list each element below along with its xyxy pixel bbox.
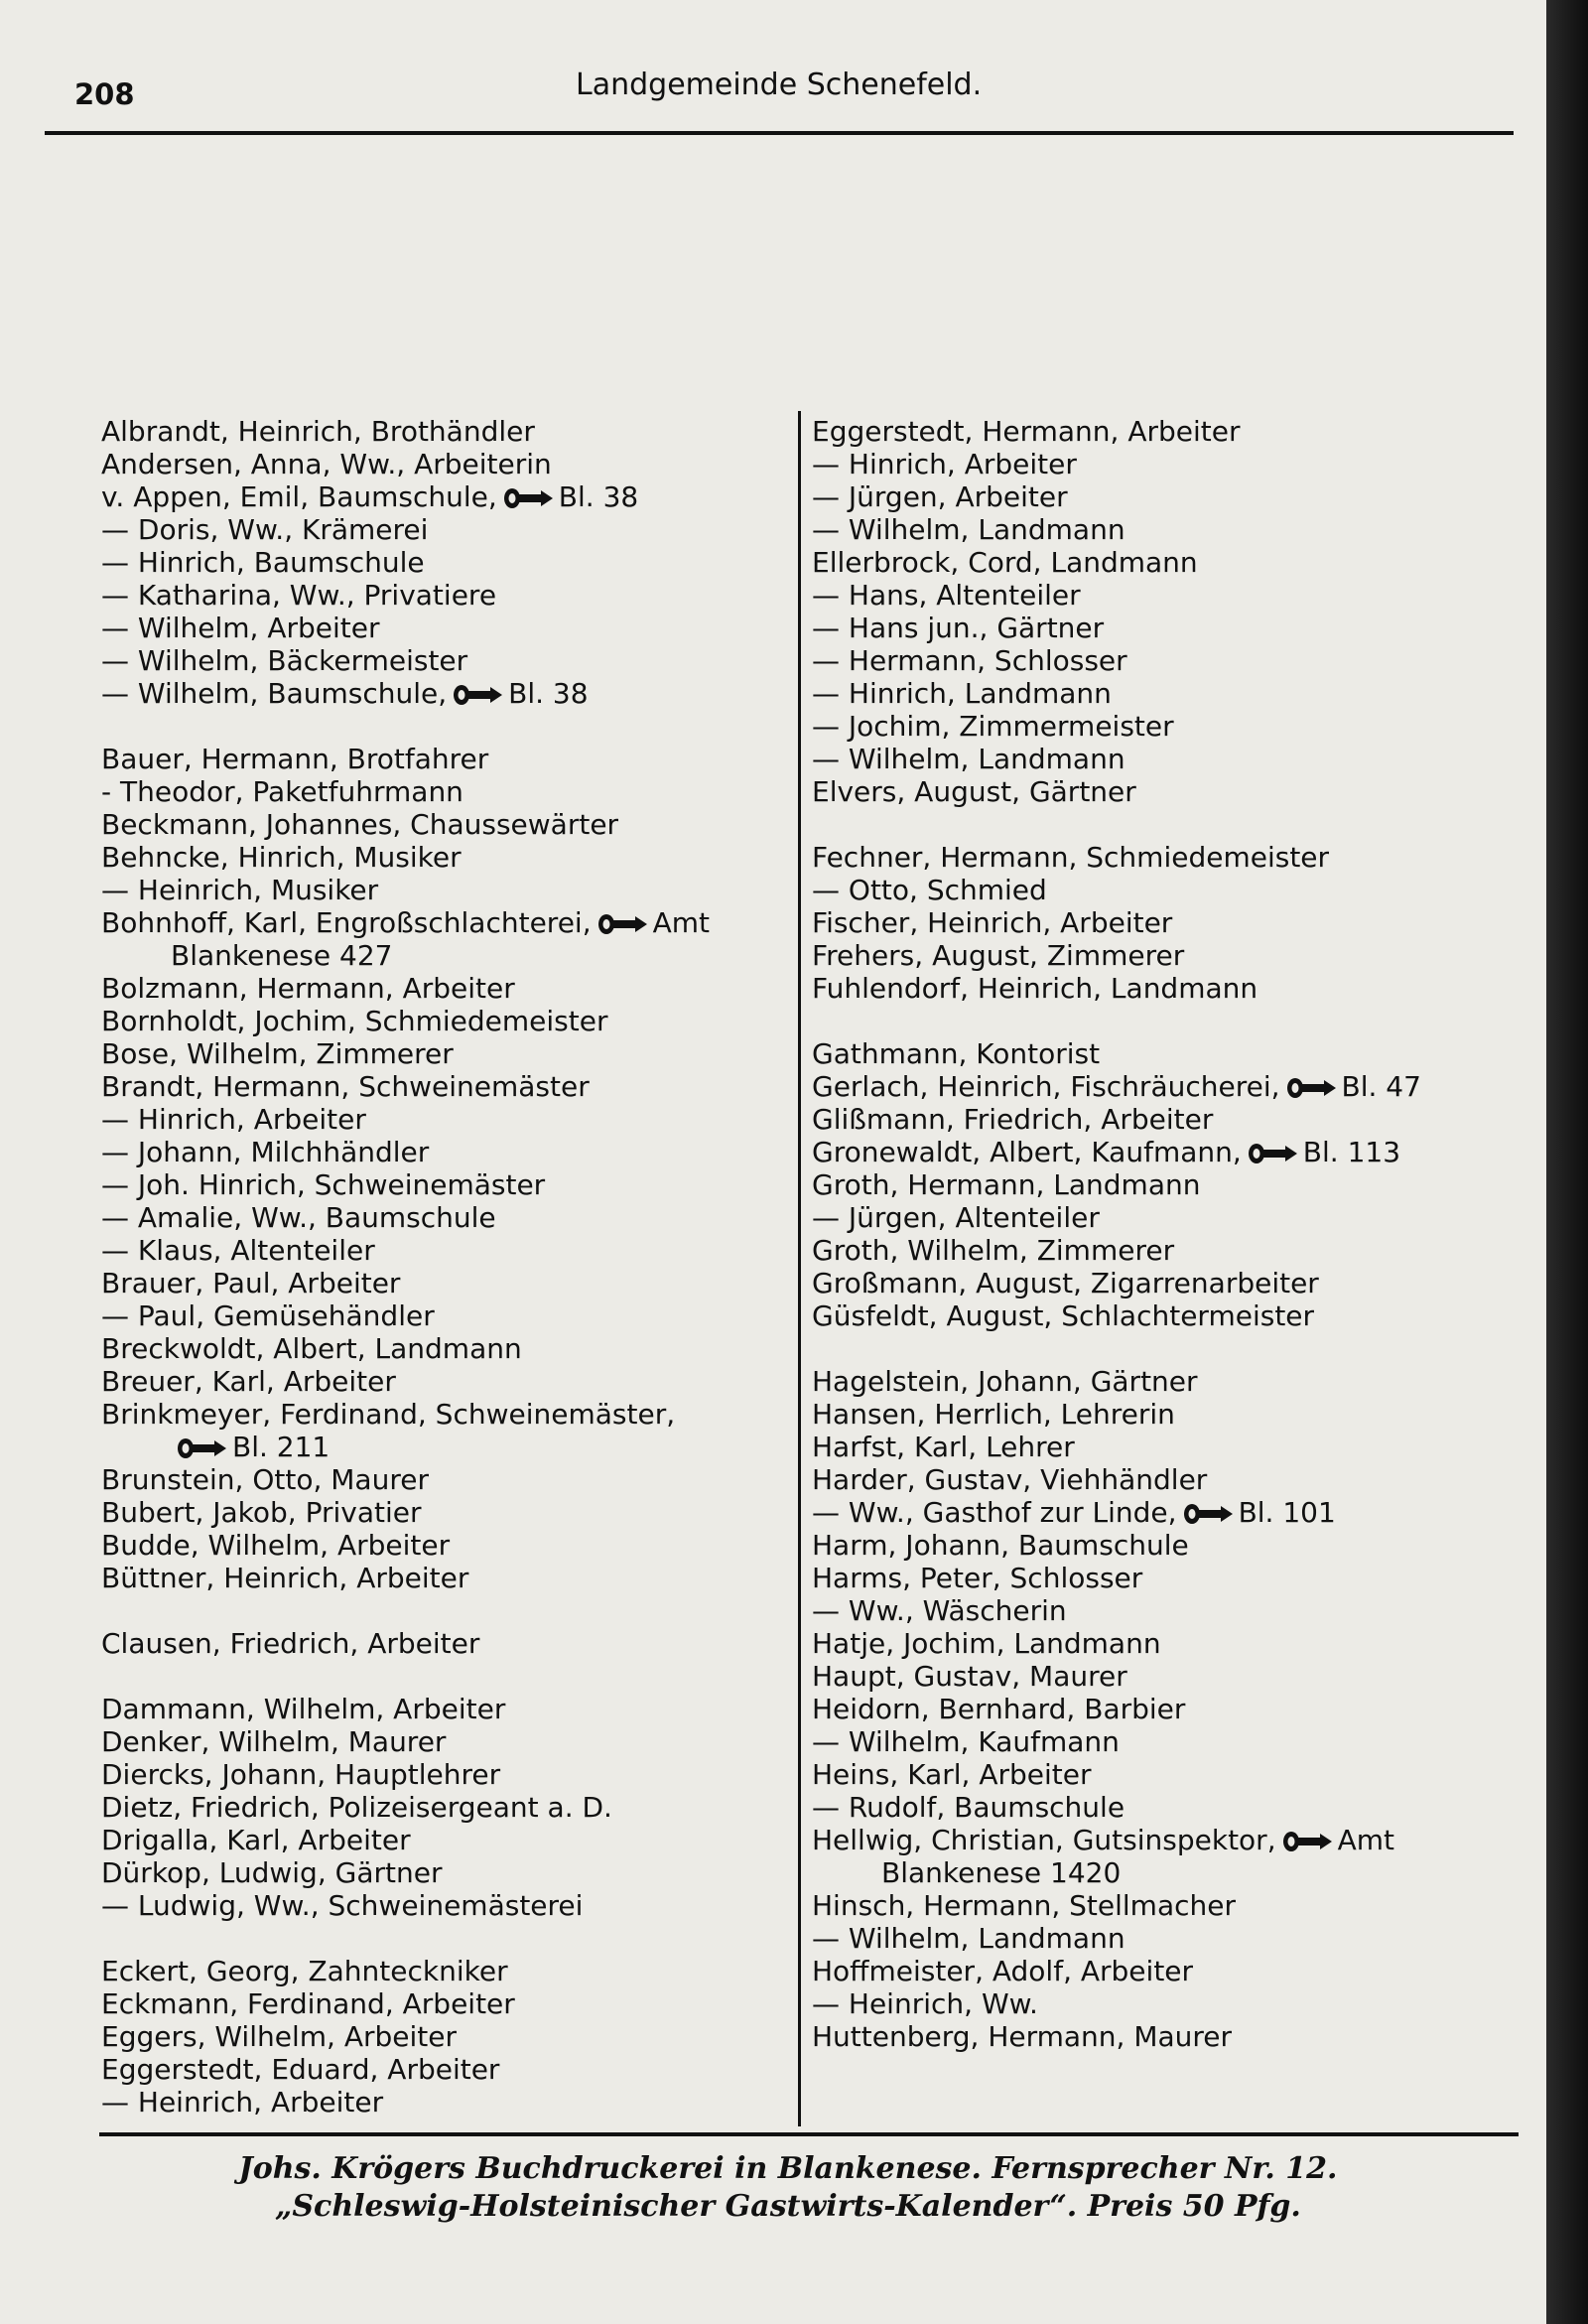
right-column <box>812 415 1507 2053</box>
directory-entry <box>101 2086 786 2119</box>
entry-text: — Heinrich, Ww. <box>812 1987 1038 2020</box>
directory-entry <box>812 415 1507 448</box>
entry-text: — Paul, Gemüsehändler <box>101 1299 435 1332</box>
entry-text: Albrandt, Heinrich, Brothändler <box>101 415 535 448</box>
scan-edge <box>1546 0 1588 2324</box>
printer-footer <box>0 2150 1546 2226</box>
directory-entry <box>812 1824 1507 1856</box>
directory-entry <box>812 1922 1507 1955</box>
directory-entry <box>101 1725 786 1758</box>
directory-entry <box>101 1529 786 1562</box>
directory-entry <box>101 448 786 480</box>
entry-text: — Rudolf, Baumschule <box>812 1791 1125 1824</box>
telephone-number: Bl. 38 <box>508 677 589 710</box>
directory-entry <box>812 841 1507 874</box>
directory-entry <box>812 448 1507 480</box>
entry-text: Harfst, Karl, Lehrer <box>812 1431 1075 1463</box>
directory-entry <box>101 1955 786 1987</box>
entry-text: Fuhlendorf, Heinrich, Landmann <box>812 972 1258 1005</box>
entry-text: Gronewaldt, Albert, Kaufmann, <box>812 1136 1242 1168</box>
directory-entry <box>812 2020 1507 2053</box>
entry-text: Bohnhoff, Karl, Engroßschlachterei, <box>101 906 592 939</box>
directory-entry <box>101 1168 786 1201</box>
directory-entry <box>812 743 1507 775</box>
directory-entry <box>812 1463 1507 1496</box>
telephone-number: Bl. 47 <box>1341 1070 1421 1103</box>
entry-text: - Theodor, Paketfuhrmann <box>101 775 463 808</box>
directory-entry <box>101 1234 786 1267</box>
entry-text: Gathmann, Kontorist <box>812 1037 1101 1070</box>
directory-entry <box>812 1398 1507 1431</box>
entry-text: Brandt, Hermann, Schweinemäster <box>101 1070 590 1103</box>
entry-text: Brauer, Paul, Arbeiter <box>101 1267 401 1299</box>
header-rule <box>45 131 1514 135</box>
directory-entry <box>812 1955 1507 1987</box>
directory-entry <box>101 546 786 579</box>
directory-entry <box>101 1267 786 1299</box>
directory-entry <box>812 775 1507 808</box>
entry-text: Dürkop, Ludwig, Gärtner <box>101 1856 443 1889</box>
entry-text: — Hinrich, Arbeiter <box>101 1103 366 1136</box>
directory-entry <box>101 579 786 612</box>
telephone-icon <box>1183 1502 1235 1526</box>
directory-entry <box>812 1856 1507 1889</box>
directory-entry <box>812 710 1507 743</box>
running-title: Landgemeinde Schenefeld. <box>576 68 983 102</box>
directory-entry <box>101 1365 786 1398</box>
entry-text: Harms, Peter, Schlosser <box>812 1562 1143 1594</box>
entry-text: — Jürgen, Altenteiler <box>812 1201 1100 1234</box>
entry-text: Dietz, Friedrich, Polizeisergeant a. D. <box>101 1791 612 1824</box>
telephone-icon <box>597 912 649 936</box>
entry-text: — Hermann, Schlosser <box>812 644 1127 677</box>
entry-text: Behncke, Hinrich, Musiker <box>101 841 462 874</box>
entry-text: Diercks, Johann, Hauptlehrer <box>101 1758 501 1791</box>
entry-text: Hellwig, Christian, Gutsinspektor, <box>812 1824 1276 1856</box>
entry-text: — Wilhelm, Bäckermeister <box>101 644 468 677</box>
entry-text: Bose, Wilhelm, Zimmerer <box>101 1037 454 1070</box>
telephone-number: Amt <box>652 906 711 939</box>
entry-text: — Hans jun., Gärtner <box>812 612 1105 644</box>
entry-text: v. Appen, Emil, Baumschule, <box>101 480 497 513</box>
entry-text: — Ludwig, Ww., Schweinemästerei <box>101 1889 584 1922</box>
directory-entry <box>101 841 786 874</box>
directory-entry <box>812 1791 1507 1824</box>
directory-entry <box>101 2020 786 2053</box>
entry-text: — Wilhelm, Kaufmann <box>812 1725 1120 1758</box>
entry-text: Clausen, Friedrich, Arbeiter <box>101 1627 480 1660</box>
directory-entry <box>101 1005 786 1037</box>
directory-entry <box>812 1136 1507 1168</box>
directory-entry <box>101 480 786 513</box>
entry-text: — Jürgen, Arbeiter <box>812 480 1068 513</box>
entry-text: Güsfeldt, August, Schlachtermeister <box>812 1299 1315 1332</box>
directory-entry <box>812 1431 1507 1463</box>
directory-entry <box>101 1987 786 2020</box>
telephone-icon <box>503 486 555 510</box>
entry-text: Blankenese 427 <box>171 939 393 972</box>
entry-text: — Klaus, Altenteiler <box>101 1234 375 1267</box>
entry-text: — Hans, Altenteiler <box>812 579 1081 612</box>
entry-text: — Hinrich, Arbeiter <box>812 448 1077 480</box>
directory-entry <box>812 1103 1507 1136</box>
directory-entry <box>101 644 786 677</box>
entry-text: Hagelstein, Johann, Gärtner <box>812 1365 1198 1398</box>
directory-entry <box>101 677 786 710</box>
entry-text: Beckmann, Johannes, Chaussewärter <box>101 808 619 841</box>
entry-text: Bornholdt, Jochim, Schmiedemeister <box>101 1005 608 1037</box>
telephone-number: Bl. 101 <box>1238 1496 1336 1529</box>
directory-entry <box>101 808 786 841</box>
entry-text: Dammann, Wilhelm, Arbeiter <box>101 1693 506 1725</box>
directory-entry <box>101 906 786 939</box>
entry-text: — Ww., Wäscherin <box>812 1594 1067 1627</box>
directory-entry <box>812 972 1507 1005</box>
entry-text: Breuer, Karl, Arbeiter <box>101 1365 396 1398</box>
entry-text: Harm, Johann, Baumschule <box>812 1529 1189 1562</box>
entry-text: Groth, Wilhelm, Zimmerer <box>812 1234 1175 1267</box>
entry-text: — Amalie, Ww., Baumschule <box>101 1201 496 1234</box>
entry-text: Groth, Hermann, Landmann <box>812 1168 1201 1201</box>
directory-entry <box>101 2053 786 2086</box>
entry-text: Elvers, August, Gärtner <box>812 775 1136 808</box>
directory-entry <box>812 546 1507 579</box>
entry-text: — Otto, Schmied <box>812 874 1047 906</box>
entry-text: Andersen, Anna, Ww., Arbeiterin <box>101 448 552 480</box>
directory-entry <box>101 1791 786 1824</box>
entry-text: Bolzmann, Hermann, Arbeiter <box>101 972 515 1005</box>
directory-entry <box>812 1758 1507 1791</box>
directory-entry <box>812 1267 1507 1299</box>
directory-entry <box>812 1037 1507 1070</box>
directory-entry <box>812 874 1507 906</box>
directory-entry <box>101 743 786 775</box>
directory-entry <box>812 906 1507 939</box>
entry-text: — Heinrich, Arbeiter <box>101 2086 384 2119</box>
entry-text: — Jochim, Zimmermeister <box>812 710 1174 743</box>
directory-entry <box>812 1660 1507 1693</box>
telephone-icon <box>1282 1830 1334 1853</box>
entry-text: — Katharina, Ww., Privatiere <box>101 579 497 612</box>
left-column <box>101 415 786 2119</box>
directory-entry <box>812 644 1507 677</box>
entry-text: — Johann, Milchhändler <box>101 1136 430 1168</box>
directory-entry <box>812 1594 1507 1627</box>
entry-text: Breckwoldt, Albert, Landmann <box>101 1332 522 1365</box>
directory-entry <box>101 1332 786 1365</box>
entry-text: Heidorn, Bernhard, Barbier <box>812 1693 1186 1725</box>
directory-entry <box>101 1431 786 1463</box>
directory-entry <box>812 1234 1507 1267</box>
directory-entry <box>812 1627 1507 1660</box>
directory-entry <box>101 1496 786 1529</box>
entry-text: — Wilhelm, Baumschule, <box>101 677 448 710</box>
directory-entry <box>101 1627 786 1660</box>
entry-text: Hansen, Herrlich, Lehrerin <box>812 1398 1175 1431</box>
entry-text: — Heinrich, Musiker <box>101 874 379 906</box>
telephone-icon <box>177 1436 228 1460</box>
footer-line-calendar: „Schleswig-Holsteinischer Gastwirts-Kalender“. Preis 50 Pfg. <box>275 2189 1301 2224</box>
directory-entry <box>812 612 1507 644</box>
directory-entry <box>101 1693 786 1725</box>
entry-text: Eggerstedt, Hermann, Arbeiter <box>812 415 1241 448</box>
directory-entry <box>101 612 786 644</box>
entry-text: — Wilhelm, Landmann <box>812 743 1125 775</box>
directory-entry <box>812 1529 1507 1562</box>
directory-entry <box>101 1463 786 1496</box>
directory-entry <box>101 775 786 808</box>
directory-entry <box>101 1103 786 1136</box>
directory-entry <box>812 1201 1507 1234</box>
directory-entry <box>101 1562 786 1594</box>
entry-text: — Hinrich, Baumschule <box>101 546 425 579</box>
directory-entry <box>101 1758 786 1791</box>
column-divider <box>798 411 801 2126</box>
directory-entry <box>812 1365 1507 1398</box>
entry-text: — Doris, Ww., Krämerei <box>101 513 429 546</box>
entry-text: Büttner, Heinrich, Arbeiter <box>101 1562 469 1594</box>
entry-text: Hoffmeister, Adolf, Arbeiter <box>812 1955 1194 1987</box>
directory-entry <box>812 1299 1507 1332</box>
directory-entry <box>101 1201 786 1234</box>
footer-line-printer: Johs. Krögers Buchdruckerei in Blankenese. Fernsprecher Nr. 12. <box>238 2151 1338 2186</box>
directory-entry <box>101 1398 786 1431</box>
entry-text: Fechner, Hermann, Schmiedemeister <box>812 841 1330 874</box>
entry-text: Haupt, Gustav, Maurer <box>812 1660 1127 1693</box>
telephone-icon <box>1286 1076 1338 1100</box>
entry-text: Glißmann, Friedrich, Arbeiter <box>812 1103 1214 1136</box>
entry-text: Heins, Karl, Arbeiter <box>812 1758 1092 1791</box>
entry-text: — Ww., Gasthof zur Linde, <box>812 1496 1177 1529</box>
entry-text: — Wilhelm, Landmann <box>812 1922 1125 1955</box>
directory-entry <box>101 972 786 1005</box>
entry-text: — Joh. Hinrich, Schweinemäster <box>101 1168 546 1201</box>
directory-entry <box>101 513 786 546</box>
entry-text: Frehers, August, Zimmerer <box>812 939 1185 972</box>
directory-entry <box>812 513 1507 546</box>
entry-text: Hatje, Jochim, Landmann <box>812 1627 1161 1660</box>
directory-entry <box>812 677 1507 710</box>
entry-text: Großmann, August, Zigarrenarbeiter <box>812 1267 1319 1299</box>
telephone-icon <box>1248 1142 1299 1165</box>
entry-text: Brinkmeyer, Ferdinand, Schweinemäster, <box>101 1398 676 1431</box>
directory-entry <box>101 1037 786 1070</box>
directory-entry <box>101 1299 786 1332</box>
directory-entry <box>812 939 1507 972</box>
entry-text: Gerlach, Heinrich, Fischräucherei, <box>812 1070 1280 1103</box>
page-header <box>0 60 1546 109</box>
telephone-number: Bl. 38 <box>558 480 639 513</box>
directory-entry <box>101 874 786 906</box>
entry-text: Eggerstedt, Eduard, Arbeiter <box>101 2053 500 2086</box>
entry-text: Drigalla, Karl, Arbeiter <box>101 1824 411 1856</box>
directory-entry <box>812 1725 1507 1758</box>
page-number: 208 <box>74 77 135 111</box>
entry-text: Ellerbrock, Cord, Landmann <box>812 546 1198 579</box>
telephone-number: Bl. 211 <box>232 1431 331 1463</box>
entry-text: Hinsch, Hermann, Stellmacher <box>812 1889 1236 1922</box>
entry-text: Harder, Gustav, Viehhändler <box>812 1463 1208 1496</box>
entry-text: Blankenese 1420 <box>881 1856 1122 1889</box>
footer-rule <box>99 2132 1519 2136</box>
directory-entry <box>101 415 786 448</box>
directory-entry <box>101 939 786 972</box>
directory-entry <box>101 1856 786 1889</box>
telephone-number: Amt <box>1337 1824 1395 1856</box>
directory-entry <box>812 1562 1507 1594</box>
directory-entry <box>101 1889 786 1922</box>
directory-entry <box>812 1168 1507 1201</box>
telephone-number: Bl. 113 <box>1302 1136 1401 1168</box>
directory-entry <box>812 1496 1507 1529</box>
entry-text: Eckmann, Ferdinand, Arbeiter <box>101 1987 515 2020</box>
entry-text: Brunstein, Otto, Maurer <box>101 1463 429 1496</box>
directory-entry <box>812 579 1507 612</box>
directory-entry <box>812 1693 1507 1725</box>
entry-text: — Hinrich, Landmann <box>812 677 1112 710</box>
entry-text: Bauer, Hermann, Brotfahrer <box>101 743 489 775</box>
entry-text: Eggers, Wilhelm, Arbeiter <box>101 2020 457 2053</box>
entry-text: Bubert, Jakob, Privatier <box>101 1496 422 1529</box>
entry-text: Denker, Wilhelm, Maurer <box>101 1725 447 1758</box>
entry-text: Fischer, Heinrich, Arbeiter <box>812 906 1173 939</box>
entry-text: Eckert, Georg, Zahnteckniker <box>101 1955 508 1987</box>
directory-entry <box>101 1824 786 1856</box>
entry-text: — Wilhelm, Landmann <box>812 513 1125 546</box>
entry-text: — Wilhelm, Arbeiter <box>101 612 380 644</box>
directory-entry <box>812 1070 1507 1103</box>
directory-entry <box>812 480 1507 513</box>
directory-entry <box>101 1070 786 1103</box>
directory-entry <box>101 1136 786 1168</box>
entry-text: Budde, Wilhelm, Arbeiter <box>101 1529 451 1562</box>
entry-text: Huttenberg, Hermann, Maurer <box>812 2020 1233 2053</box>
directory-entry <box>812 1889 1507 1922</box>
telephone-icon <box>453 683 504 707</box>
directory-entry <box>812 1987 1507 2020</box>
